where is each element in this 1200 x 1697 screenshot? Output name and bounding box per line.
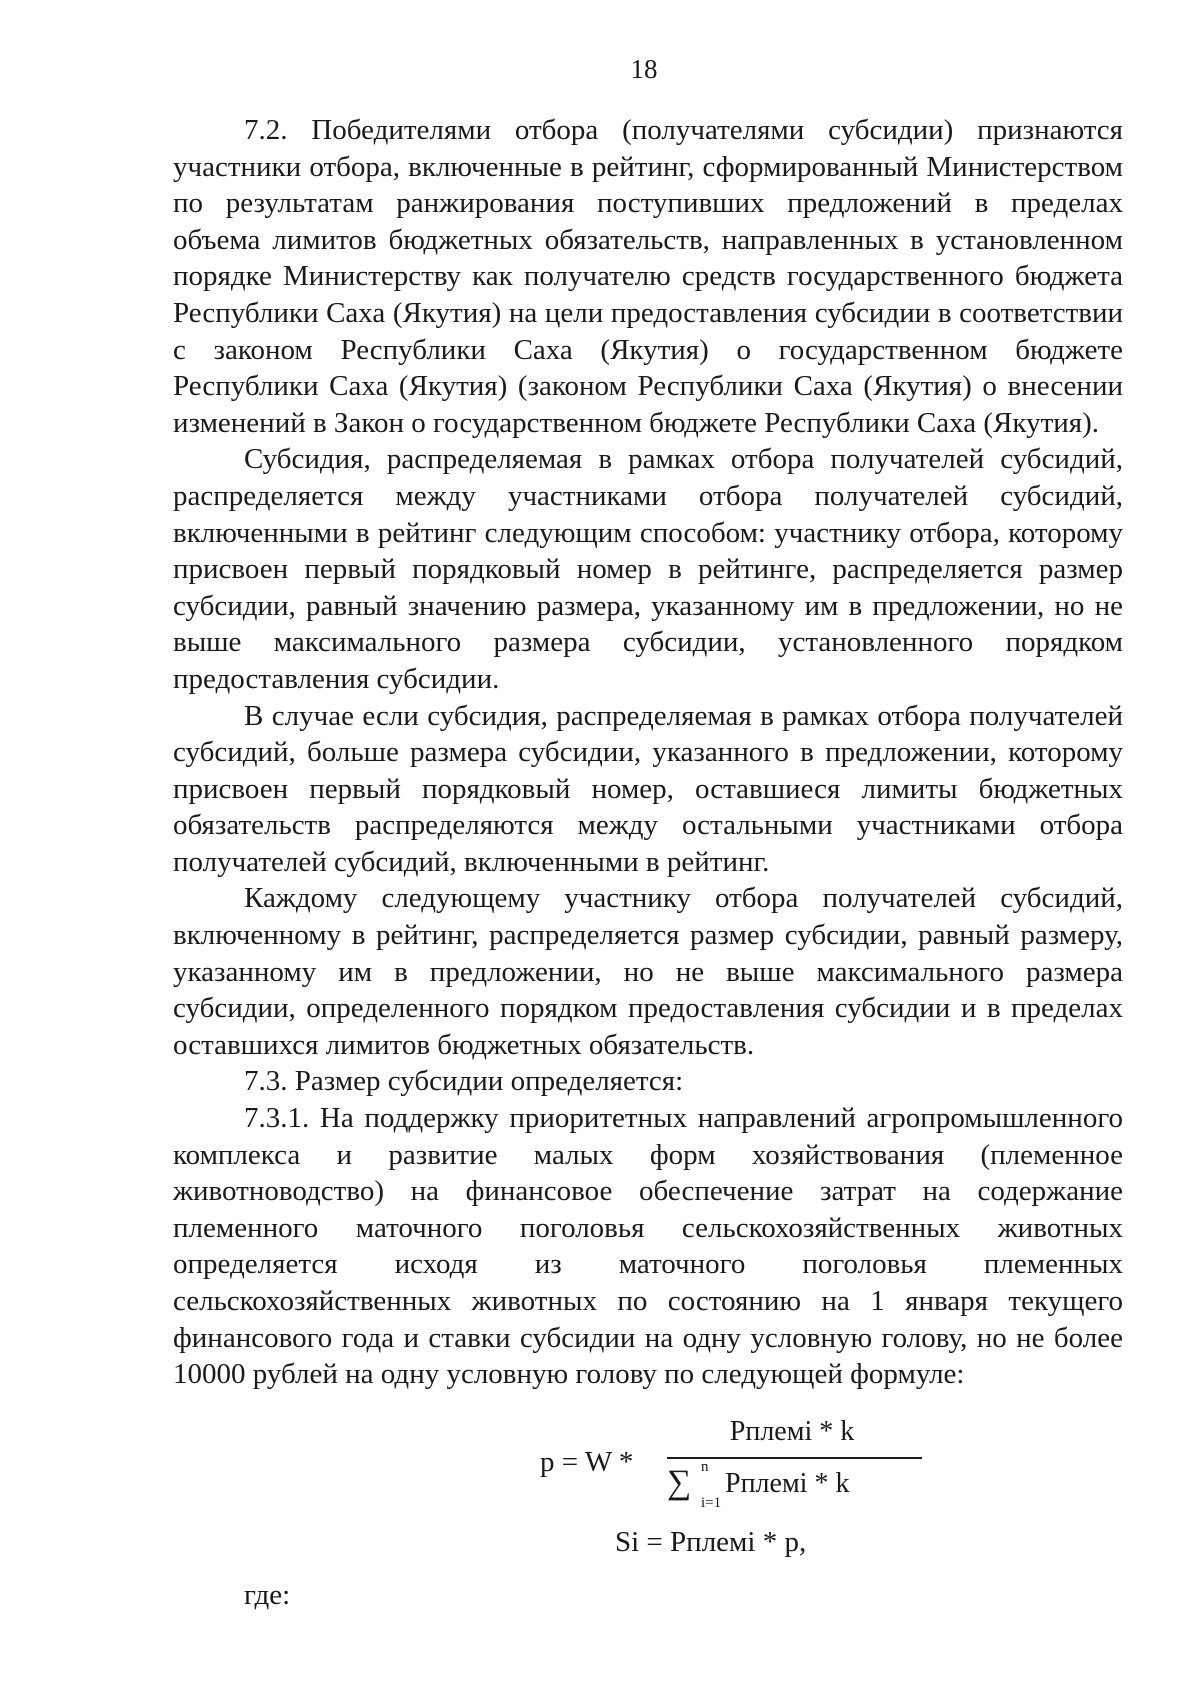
document-body: [173, 112, 1123, 1393]
paragraph-7-3-1: 7.3.1. На поддержку приоритетных направлений агропромышленного комплекса и развитие малых форм хозяйствования (племенное животноводство) на финансовое обеспечение затрат на содержание племенного маточного поголовья сельскохозяйственных животных определяется исходя из маточного поголовья племенных сельскохозяйственных животных по состоянию на 1 января текущего финансового года и ставки субсидии на одну условную голову, но не более 10000 рублей на одну условную голову по следующей формуле:: [173, 1102, 1123, 1391]
formula-numerator: Pплемi * k: [729, 1416, 855, 1447]
sum-upper-limit: n: [701, 1459, 709, 1475]
subsidy-formula: [530, 1416, 950, 1571]
formula-lhs: p = W *: [540, 1446, 634, 1478]
sum-lower-limit: i=1: [701, 1495, 722, 1511]
paragraph-distribution: Субсидия, распределяемая в рамках отбора получателей субсидий, распределяется между участниками отбора получателей субсидий, включенными в рейтинг следующим способом: участнику отбора, которому присвоен первый порядковый номер в рейтинге, распределяется размер субсидии, равный значению размера, указанному им в предложении, но не выше максимального размера субсидии, установленного порядком предоставления субсидии.: [173, 443, 1123, 695]
page-number: 18: [630, 54, 658, 84]
formula-fraction: [647, 1416, 947, 1516]
where-label: где:: [244, 1579, 291, 1611]
formula-main-line: [530, 1416, 950, 1516]
paragraph-remaining-limits: В случае если субсидия, распределяемая в рамках отбора получателей субсидий, больше размера субсидии, указанного в предложении, которому присвоен первый порядковый номер, оставшиеся лимиты бюджетных обязательств распределяются между остальными участниками отбора получателей субсидий, включенными в рейтинг.: [173, 699, 1123, 878]
paragraph-next-participant: Каждому следующему участнику отбора получателей субсидий, включенному в рейтинг, распределяется размер субсидии, равный размеру, указанному им в предложении, но не выше максимального размера субсидии, определенного порядком предоставления субсидии и в пределах оставшихся лимитов бюджетных обязательств.: [173, 882, 1123, 1061]
sigma-symbol: ∑: [667, 1464, 692, 1501]
denominator-expression: Pплемi * k: [725, 1468, 850, 1499]
paragraph-7-2: 7.2. Победителями отбора (получателями субсидии) признаются участники отбора, включенные в рейтинг, сформированный Министерством по результатам ранжирования поступивших предложений в пределах объема лимитов бюджетных обязательств, направленных в установленном порядке Министерству как получателю средств государственного бюджета Республики Саха (Якутия) на цели предоставления субсидии в соответствии с законом Республики Саха (Якутия) о государственном бюджете Республики Саха (Якутия) (законом Республики Саха (Якутия) о внесении изменений в Закон о государственном бюджете Республики Саха (Якутия).: [173, 114, 1123, 439]
paragraph-7-3: 7.3. Размер субсидии определяется:: [244, 1065, 684, 1098]
formula-si-line: Si = Рплемi * p,: [615, 1526, 807, 1558]
